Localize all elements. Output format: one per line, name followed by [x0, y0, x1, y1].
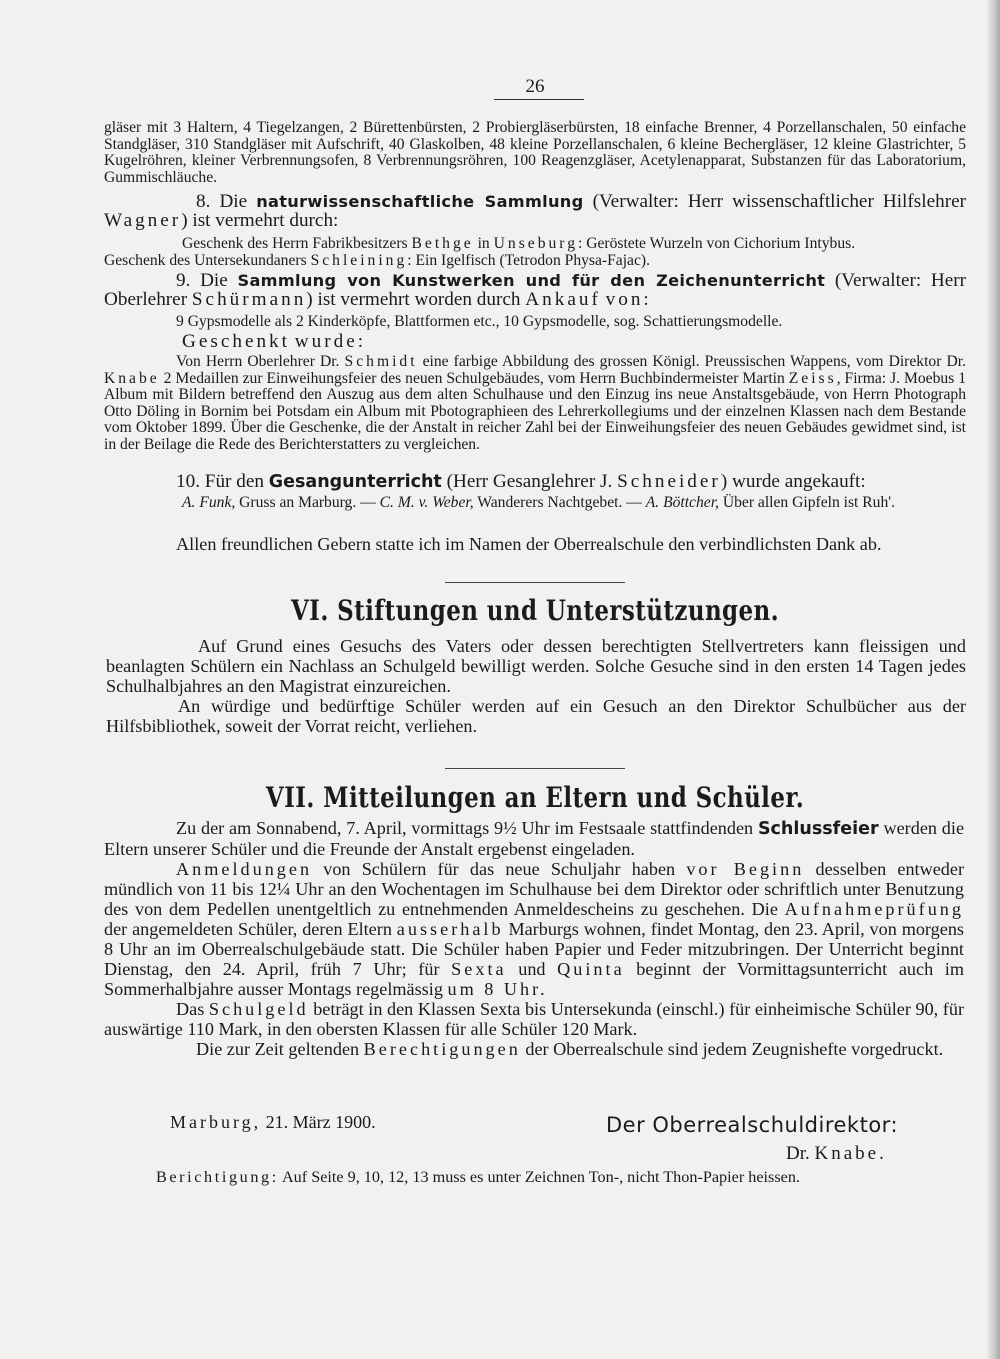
section-9-rest-a: (Verwalter: Herr Oberlehrer	[104, 270, 967, 310]
section-8-die: Die	[219, 191, 248, 212]
vii-vor-beginn: vor Beginn	[686, 859, 805, 879]
vii-p2-a: von Schülern für das neue Schuljahr haben	[323, 859, 676, 879]
gift-text-3: 2 Medaillen zur Einweihungsfeier des neuen Schulgebäudes, vom Herrn Buchbindermeister Martin	[163, 369, 785, 387]
section-8-intro	[104, 193, 966, 231]
thanks-text: Allen freundlichen Gebern statte ich im Namen der Oberrealschule den verbindlichsten Dank ab.	[176, 534, 882, 554]
gift-text-2: eine farbige Abbildung des grossen Königl. Preussischen Wappens, vom Direktor Dr.	[422, 353, 966, 370]
gift-name-zeiss: Zeiss	[788, 369, 837, 387]
signature-date: 21. März 1900.	[265, 1112, 376, 1132]
section-8-name: Wagner	[104, 209, 182, 231]
gift-schleining-rest: : Ein Igelfisch (Tetrodon Physa-Fajac).	[407, 251, 650, 269]
geschenkt-wurde: wurde:	[294, 331, 367, 352]
section-8	[104, 193, 966, 231]
gift-bethge-rest: : Geröstete Wurzeln von Cichorium Intybus.	[578, 235, 856, 252]
section-9-gifts	[104, 354, 966, 454]
song-funk: Gruss an Marburg. —	[239, 494, 376, 511]
vii-p2-e: und	[518, 959, 546, 979]
inventory-paragraph	[104, 120, 966, 186]
divider-rule-1	[445, 582, 625, 583]
section-9-von: von:	[605, 288, 652, 310]
section-9-name: Schürmann	[191, 288, 307, 310]
section-vii-p3	[104, 999, 964, 1039]
section-10-name: Schneider	[617, 471, 721, 492]
vii-p3-b: beträgt in den Klassen Sexta bis Untersekunda (einschl.) für einheimische Schüler 90, für auswärtige 110 Mark, in den obersten Klassen für alle Schüler 120 Mark.	[104, 999, 965, 1039]
vii-schlussfeier: Schlussfeier	[757, 819, 879, 839]
gift-text-4: , Firma: J. Moebus 1 Album mit Bildern betreffend den Auszug aus dem alten Schulhause und den Einzug ins neue Anstaltsgebäude, von Herrn Photograph Otto Döling in Bornim bei Potsdam ein Album mit Pbotographieen des Lehrerkollegiums und der einzelnen Klassen nach dem Bestande vom Oktober 1899. Über die Geschenke, die der Anstalt in reicher Zahl bei der Einweihungsfeier des neuen Gebäudes gewidmet sind, ist in der Beilage die Rede des Berichterstatters zu vergleichen.	[104, 369, 967, 453]
section-9-list	[104, 314, 966, 331]
section-9-list-text: 9 Gypsmodelle als 2 Kinderköpfe, Blattformen etc., 10 Gypsmodelle, sog. Schattierungsmodelle.	[176, 313, 783, 330]
vii-p2-f: beginnt der Vormittagsunterricht auch im Sommerhalbjahre ausser Montags regelmässig	[104, 959, 965, 999]
section-10-songs	[104, 495, 966, 512]
section-9	[104, 272, 966, 310]
section-vii-p1	[104, 818, 964, 859]
vii-p3-a: Das	[176, 999, 205, 1019]
song-boettcher: Über allen Gipfeln ist Ruh'.	[722, 494, 895, 511]
vii-p2-b: desselben entweder mündlich von 11 bis 12¼ Uhr an den Wochentagen im Schulhause bei dem Direktor oder schriftlich unter Benutzung des von dem Pedellen unentgeltlich zu entnehmenden Anmeldescheins zu geschehen. Die	[104, 859, 965, 919]
section-10-a: Für den	[204, 471, 264, 492]
vii-berechtigungen: Berechtigungen	[363, 1039, 521, 1059]
section-8-number: 8.	[196, 191, 211, 212]
songs-line	[104, 495, 966, 512]
page-number: 26	[525, 76, 545, 97]
vii-quinta: Quinta	[557, 959, 625, 979]
vii-schulgeld: Schulgeld	[208, 999, 309, 1019]
section-9-gifts-text	[104, 354, 966, 454]
gift-schleining	[104, 253, 966, 270]
signature-place-date	[170, 1112, 376, 1133]
gift-bethge-text: Geschenk des Herrn Fabrikbesitzers	[182, 235, 408, 252]
signature-knabe: Knabe.	[814, 1143, 887, 1164]
gift-bethge	[104, 236, 966, 253]
section-vi-p1: Auf Grund eines Gesuchs des Vaters oder dessen berechtigten Stellvertreters kann fleissigen und beanlagten Schülern ein Nachlass an Schulgeld bewilligt werden. Solche Gesuche sind in den ersten 14 Tagen jedes Schulhalbjahres an den Magistrat einzureichen.	[106, 636, 966, 696]
geschenkt-line	[104, 333, 966, 352]
vii-aufnahmepruefung: Aufnahmeprüfung	[784, 899, 964, 919]
correction-text: Auf Seite 9, 10, 12, 13 muss es unter Zeichnen Ton-, nicht Thon-Papier heissen.	[281, 1168, 800, 1186]
gift-name-schmidt: Schmidt	[344, 353, 418, 370]
section-10	[104, 473, 966, 492]
signature-title: Der Oberrealschuldirektor:	[606, 1113, 899, 1137]
vii-um-8-uhr: um 8 Uhr.	[447, 979, 548, 999]
section-vi-body	[106, 636, 966, 736]
correction-note	[156, 1168, 800, 1187]
gift-bethge-in: in	[477, 235, 490, 252]
gift-schleining-text: Geschenk des Untersekundaners	[104, 251, 307, 269]
thanks-paragraph	[104, 534, 966, 554]
section-8-gifts	[104, 236, 966, 269]
section-10-intro	[104, 473, 966, 492]
song-weber: Wanderers Nachtgebet. —	[477, 494, 642, 511]
vii-p1-b: werden die Eltern unserer Schüler und die Freunde der Anstalt ergebenst eingeladen.	[104, 818, 965, 859]
composer-funk: A. Funk,	[182, 494, 236, 511]
section-9-ankauf: Ankauf	[525, 288, 601, 310]
section-8-rest-a: (Verwalter: Herr wissenschaftlicher Hilfslehrer	[592, 191, 966, 212]
signature-place: Marburg,	[170, 1112, 262, 1132]
section-10-b: (Herr Gesanglehrer J.	[446, 471, 613, 492]
vii-ausserhalb: ausserhalb	[396, 919, 504, 939]
section-vi-p2: An würdige und bedürftige Schüler werden auf ein Gesuch an den Direktor Schulbücher aus der Hilfsbibliothek, soweit der Vorrat reicht, verliehen.	[106, 696, 966, 736]
section-10-title: Gesangunterricht	[268, 472, 442, 492]
section-9-geschenkt	[104, 333, 966, 352]
page-number-rule	[494, 99, 584, 100]
section-10-number: 10.	[176, 471, 200, 492]
composer-weber: C. M. v. Weber,	[379, 494, 474, 511]
heading-vi: VI. Stiftungen und Unterstützungen.	[290, 594, 780, 627]
signature-name	[786, 1143, 887, 1165]
divider-rule-2	[445, 768, 625, 769]
gift-text-1: Von Herrn Oberlehrer Dr.	[176, 353, 340, 370]
vii-p1-a: Zu der am Sonnabend, 7. April, vormittags 9½ Uhr im Festsaale stattfindenden	[176, 818, 754, 838]
correction-label: Berichtigung:	[156, 1168, 279, 1186]
gift-bethge-name: Bethge	[411, 235, 474, 252]
vii-sexta: Sexta	[451, 959, 507, 979]
section-9-intro	[104, 272, 966, 310]
gift-name-knabe: Knabe	[104, 369, 160, 387]
geschenkt-label: Geschenkt	[182, 331, 290, 352]
gift-bethge-place: Unseburg	[493, 235, 578, 252]
composer-boettcher: A. Böttcher,	[645, 494, 719, 511]
gift-schleining-name: Schleining	[310, 251, 408, 269]
vii-p2-c: der angemeldeten Schüler, deren Eltern	[104, 919, 392, 939]
section-vii-p4	[104, 1039, 964, 1059]
section-9-die: Die	[200, 270, 228, 291]
section-8-title: naturwissenschaftliche Sammlung	[256, 192, 584, 211]
vii-p2-d: Marburgs wohnen, findet Montag, den 23. April, von morgens 8 Uhr an im Oberrealschulgebäude statt. Die Schüler haben Papier und Feder mitzubringen. Der Unterricht beginnt Dienstag, den 24. April, früh 7 Uhr; für	[104, 919, 964, 979]
section-9-rest-b: ) ist vermehrt worden durch	[306, 288, 521, 310]
page-edge-shadow	[986, 0, 1000, 1359]
section-10-c: ) wurde angekauft:	[720, 471, 866, 492]
heading-vii: VII. Mitteilungen an Eltern und Schüler.	[265, 781, 805, 814]
signature-dr: Dr.	[786, 1143, 810, 1164]
vii-anmeldungen: Anmeldungen	[176, 859, 313, 879]
section-9-title: Sammlung von Kunstwerken und für den Zeichenunterricht	[237, 271, 826, 290]
inventory-text: gläser mit 3 Haltern, 4 Tiegelzangen, 2 Bürettenbürsten, 2 Probiergläserbürsten, 18 einfache Brenner, 4 Porzellanschalen, 50 einfache Standgläser, 310 Standgläser mit Aufschrift, 40 Glaskolben, 48 kleine Porzellanschalen, 6 kleine Bechergläser, 12 kleine Glastrichter, 5 Kugelröhren, kleiner Verbrennungsofen, 8 Verbrennungsröhren, 100 Reagenzgläser, Acetylenapparat, Substanzen für das Laboratorium, Gummischläuche.	[104, 119, 966, 186]
vii-p4-b: der Oberrealschule sind jedem Zeugnishefte vorgedruckt.	[525, 1039, 944, 1059]
section-9-number: 9.	[176, 270, 191, 291]
section-vii-p2	[104, 859, 964, 999]
section-8-rest-b: ) ist vermehrt durch:	[181, 209, 339, 231]
section-vii-body	[104, 818, 964, 1059]
vii-p4-a: Die zur Zeit geltenden	[196, 1039, 360, 1059]
